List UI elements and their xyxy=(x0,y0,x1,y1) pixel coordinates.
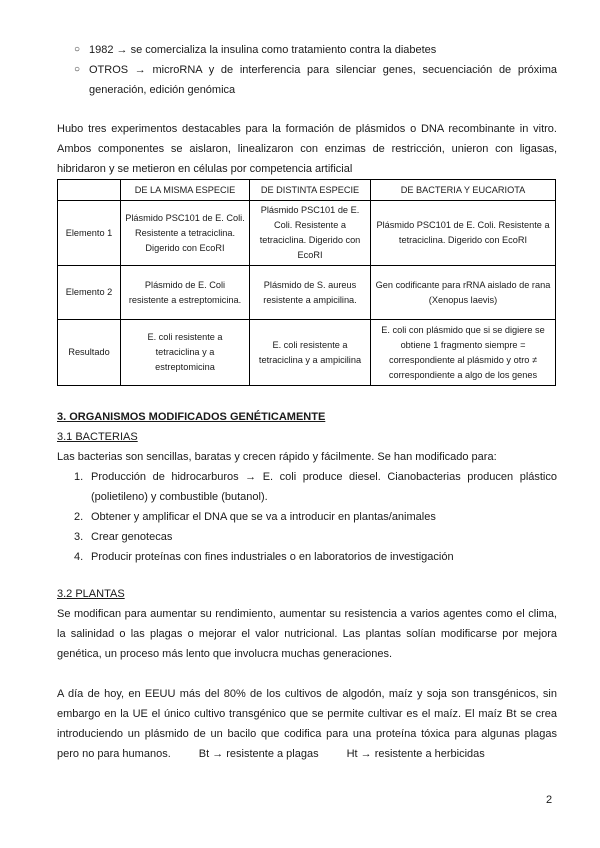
experiments-table xyxy=(57,179,556,386)
list-item-text: Producir proteínas con fines industriales o en laboratorios de investigación xyxy=(91,551,454,563)
list-item xyxy=(57,40,557,60)
plantas-paragraph-2 xyxy=(57,684,557,764)
table-cell: Elemento 2 xyxy=(58,266,121,320)
table-row xyxy=(58,201,556,266)
page-number: 2 xyxy=(546,794,553,806)
ht-note: Ht → resistente a herbicidas xyxy=(346,748,485,760)
list-item-text: Obtener y amplificar el DNA que se va a introducir en plantas/animales xyxy=(91,511,436,523)
circle-bullet-icon: ○ xyxy=(74,44,81,55)
list-item xyxy=(57,467,557,507)
table-cell: Plásmido de S. aureus resistente a ampicilina. xyxy=(250,266,371,320)
sub-bullet-list xyxy=(57,40,557,100)
bacterias-list xyxy=(57,467,557,567)
list-item xyxy=(57,60,557,100)
plantas-text: A día de hoy, en EEUU más del 80% de los cultivos de algodón, maíz y soja son transgénicos, sin embargo en la UE el único cultivo transgénico que se permite cultivar es el maíz. El maíz Bt se crea introduciendo un plásmido de un bacilo que codifica para una proteína tóxica para algunas plagas pero no para humanos. xyxy=(57,688,557,760)
list-item-text: Crear genotecas xyxy=(91,531,173,543)
table-cell: E. coli resistente a tetraciclina y a ampicilina xyxy=(250,320,371,386)
bullet-text: OTROS → microRNA y de interferencia para silenciar genes, secuenciación de próxima generación, edición genómica xyxy=(89,64,557,96)
table-cell: Plásmido PSC101 de E. Coli. Resistente a tetraciclina. Digerido con EcoRI xyxy=(121,201,250,266)
table-header-cell: DE LA MISMA ESPECIE xyxy=(121,180,250,201)
table-cell: E. coli con plásmido que si se digiere se obtiene 1 fragmento siempre = correspondiente al plásmido y otro ≠ correspondiente a algo de los genes xyxy=(371,320,556,386)
table-cell: Elemento 1 xyxy=(58,201,121,266)
section-title: 3. ORGANISMOS MODIFICADOS GENÉTICAMENTE xyxy=(57,411,326,423)
bt-note: Bt → resistente a plagas xyxy=(198,748,319,760)
bullet-text: 1982 → se comercializa la insulina como tratamiento contra la diabetes xyxy=(89,44,437,56)
circle-bullet-icon: ○ xyxy=(74,64,81,75)
table-row xyxy=(58,320,556,386)
list-number: 2. xyxy=(74,511,84,523)
table-cell: Plásmido de E. Coli resistente a estreptomicina. xyxy=(121,266,250,320)
list-item xyxy=(57,507,557,527)
table-cell: Plásmido PSC101 de E. Coli. Resistente a tetraciclina. Digerido con EcoRI xyxy=(250,201,371,266)
list-number: 4. xyxy=(74,551,84,563)
table-row xyxy=(58,266,556,320)
list-item xyxy=(57,527,557,547)
table-header-cell: DE DISTINTA ESPECIE xyxy=(250,180,371,201)
table-cell: Gen codificante para rRNA aislado de rana (Xenopus laevis) xyxy=(371,266,556,320)
list-number: 3. xyxy=(74,531,84,543)
subsection-heading-plantas: 3.2 PLANTAS xyxy=(57,588,125,600)
list-item xyxy=(57,547,557,567)
bacterias-intro: Las bacterias son sencillas, baratas y crecen rápido y fácilmente. Se han modificado para: xyxy=(57,451,497,463)
table-header-cell xyxy=(58,180,121,201)
table-cell: Resultado xyxy=(58,320,121,386)
table-cell: E. coli resistente a tetraciclina y a estreptomicina xyxy=(121,320,250,386)
plantas-paragraph: Se modifican para aumentar su rendimiento, aumentar su resistencia a varios agentes como el clima, la salinidad o las plagas o mejorar el valor nutricional. Las plantas solían modificarse por mejora genética, un proceso más lento que involucra muchas generaciones. xyxy=(57,608,557,660)
intro-paragraph: Hubo tres experimentos destacables para la formación de plásmidos o DNA recombinante in vitro. Ambos componentes se aislaron, linealizaron con enzimas de restricción, unieron con ligasas, hibridaron y se metieron en células por competencia artificial xyxy=(57,123,557,175)
table-header-cell: DE BACTERIA Y EUCARIOTA xyxy=(371,180,556,201)
table-cell: Plásmido PSC101 de E. Coli. Resistente a tetraciclina. Digerido con EcoRI xyxy=(371,201,556,266)
subsection-heading-bacterias: 3.1 BACTERIAS xyxy=(57,431,138,443)
list-number: 1. xyxy=(74,471,84,483)
table-header-row xyxy=(58,180,556,201)
list-item-text: Producción de hidrocarburos → E. coli produce diesel. Cianobacterias producen plástico (polietileno) y combustible (butanol). xyxy=(91,471,557,503)
